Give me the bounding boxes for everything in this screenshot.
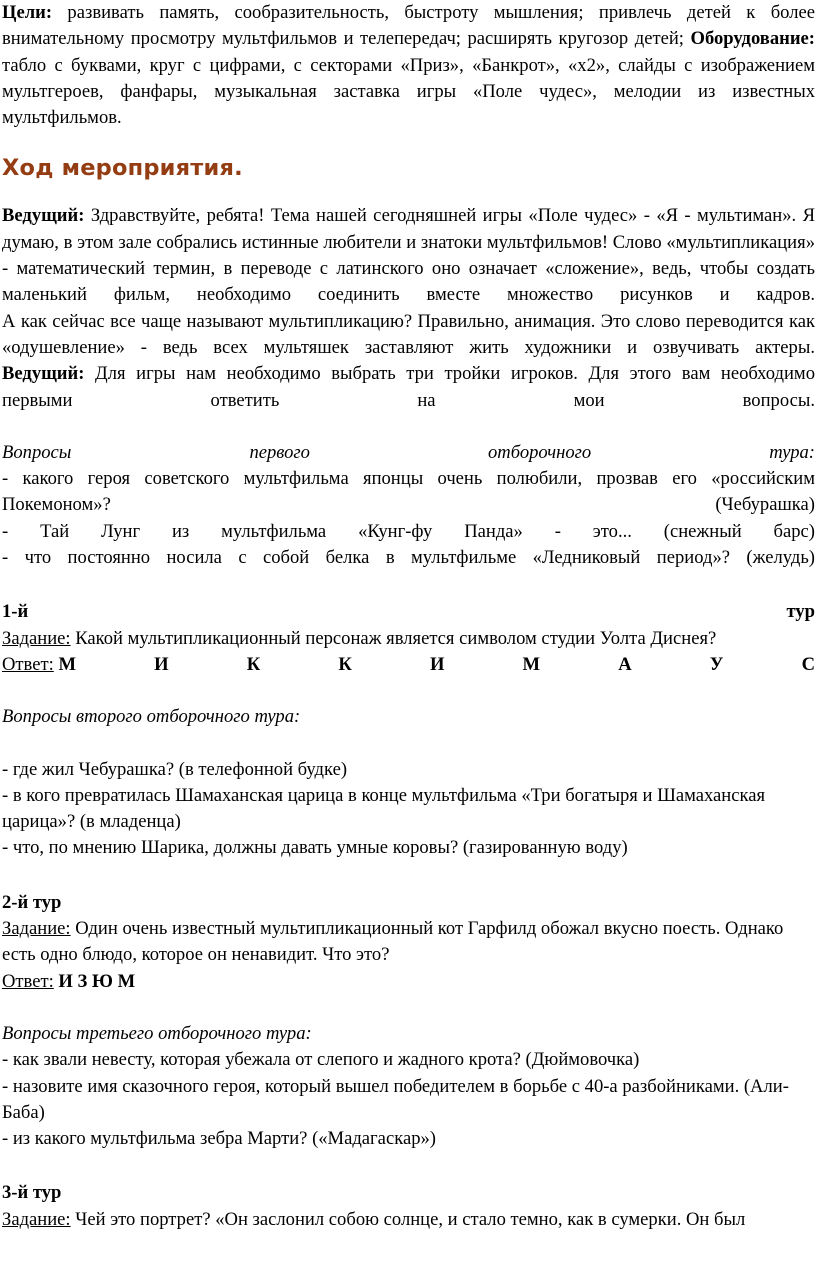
qualifier-2-question: - где жил Чебурашка? (в телефонной будке) [2,758,348,780]
host-intro-text: Здравствуйте, ребята! Тема нашей сегодняшней игры «Поле чудес» - «Я - мультиман». Я думаю, в этом зале собрались истинные любители и знатоки мультфильмов! Слово «мультипликация» - математический термин, в переводе с латинского оно означает «сложение», ведь, чтобы создать маленький фильм, необходимо соединить вместе множество рисунков и кадров. [2,205,815,306]
section-heading: Ход мероприятия. [2,155,243,182]
equipment-text: табло с буквами, круг с цифрами, с секторами «Приз», «Банкрот», «х2», слайды с изображением мультгероев, фанфары, музыкальная заставка игры «Поле чудес», мелодии из известных мультфильмов. [2,54,815,129]
qualifier-2-question: - в кого превратилась Шамаханская царица в конце мультфильма «Три богатыря и Шамаханская царица»? (в младенца) [2,784,766,833]
qualifier-3-question: - как звали невесту, которая убежала от слепого и жадного крота? (Дюймовочка) [2,1049,640,1071]
tour-1-title-number: 1-й [2,601,29,623]
answer-letter: К [338,653,352,675]
tour-1-answer [2,652,815,678]
host-intro-paragraph [2,203,815,308]
host-players-paragraph [2,361,815,414]
tour-2-answer [2,969,815,995]
tour-1-title-word: тур [786,601,815,623]
task-label: Задание: [2,1208,71,1230]
answer-label: Ответ: [2,653,54,675]
qualifier-1-question: - какого героя советского мультфильма японцы очень полюбили, прозвав его «российским Покемоном»? (Чебурашка) [2,468,815,516]
qualifier-1-question: - Тай Лунг из мультфильма «Кунг-фу Панда» - это... (снежный барс) [2,520,815,542]
qualifier-1-title: Вопросы первого отборочного тура: [2,441,815,463]
host-label: Ведущий: [2,205,85,227]
qualifier-1-question: - что постоянно носила с собой белка в мультфильме «Ледниковый период»? (желудь) [2,547,815,569]
answer-letter: С [801,653,815,675]
tour-1-answer-first [2,652,76,678]
tour-1-task-text: Какой мультипликационный персонаж является символом студии Уолта Диснея? [70,627,717,649]
goals-paragraph [2,0,815,131]
qualifier-3-question: - из какого мультфильма зебра Марти? («Мадагаскар») [2,1128,436,1150]
tour-2-task [2,916,815,969]
tour-3-task [2,1207,815,1233]
tour-2-title: 2-й тур [2,891,62,913]
answer-letter: И [154,653,169,675]
task-label: Задание: [2,627,71,649]
qualifier-2-title: Вопросы второго отборочного тура: [2,706,301,728]
tour-3-title: 3-й тур [2,1182,62,1204]
tour-1-task [2,626,815,652]
goals-label: Цели: [2,2,53,23]
tour-2-task-text: Один очень известный мультипликационный кот Гарфилд обожал вкусно поесть. Однако есть одно блюдо, которое он ненавидит. Что это? [2,918,784,966]
tour-2-answer-text: И З Ю М [53,970,136,992]
answer-letter: И [429,653,445,675]
equipment-label: Оборудование: [690,28,815,50]
tour-3-task-text: Чей это портрет? «Он заслонил собою солнце, и стало темно, как в сумерки. Он был [70,1208,746,1230]
qualifier-3-question: - назовите имя сказочного героя, который вышел победителем в борьбе с 40-а разбойниками. (Али-Баба) [2,1075,789,1123]
qualifier-3-title: Вопросы третьего отборочного тура: [2,1022,312,1044]
host-label-2: Ведущий: [2,363,85,385]
answer-letter: К [246,653,261,675]
answer-letter: А [618,653,632,675]
answer-letter: У [709,653,724,675]
qualifier-2-question: - что, по мнению Шарика, должны давать умные коровы? (газированную воду) [2,837,628,859]
host-animation-paragraph: А как сейчас все чаще называют мультипликацию? Правильно, анимация. Это слово переводится как «одушевление» - ведь всех мультяшек заставляют жить художники и озвучивать актеры. [2,310,815,358]
answer-label: Ответ: [2,970,54,992]
goals-text: развивать память, сообразительность, быстроту мышления; привлечь детей к более внимательному просмотру мультфильмов и телепередач; расширять кругозор детей; [2,2,815,50]
answer-letter: М [522,653,541,675]
task-label: Задание: [2,918,71,940]
host-players-text: Для игры нам необходимо выбрать три тройки игроков. Для этого вам необходимо первыми ответить на мои вопросы. [2,363,815,411]
tour-1-title [2,599,815,625]
answer-letter: М [58,653,76,675]
